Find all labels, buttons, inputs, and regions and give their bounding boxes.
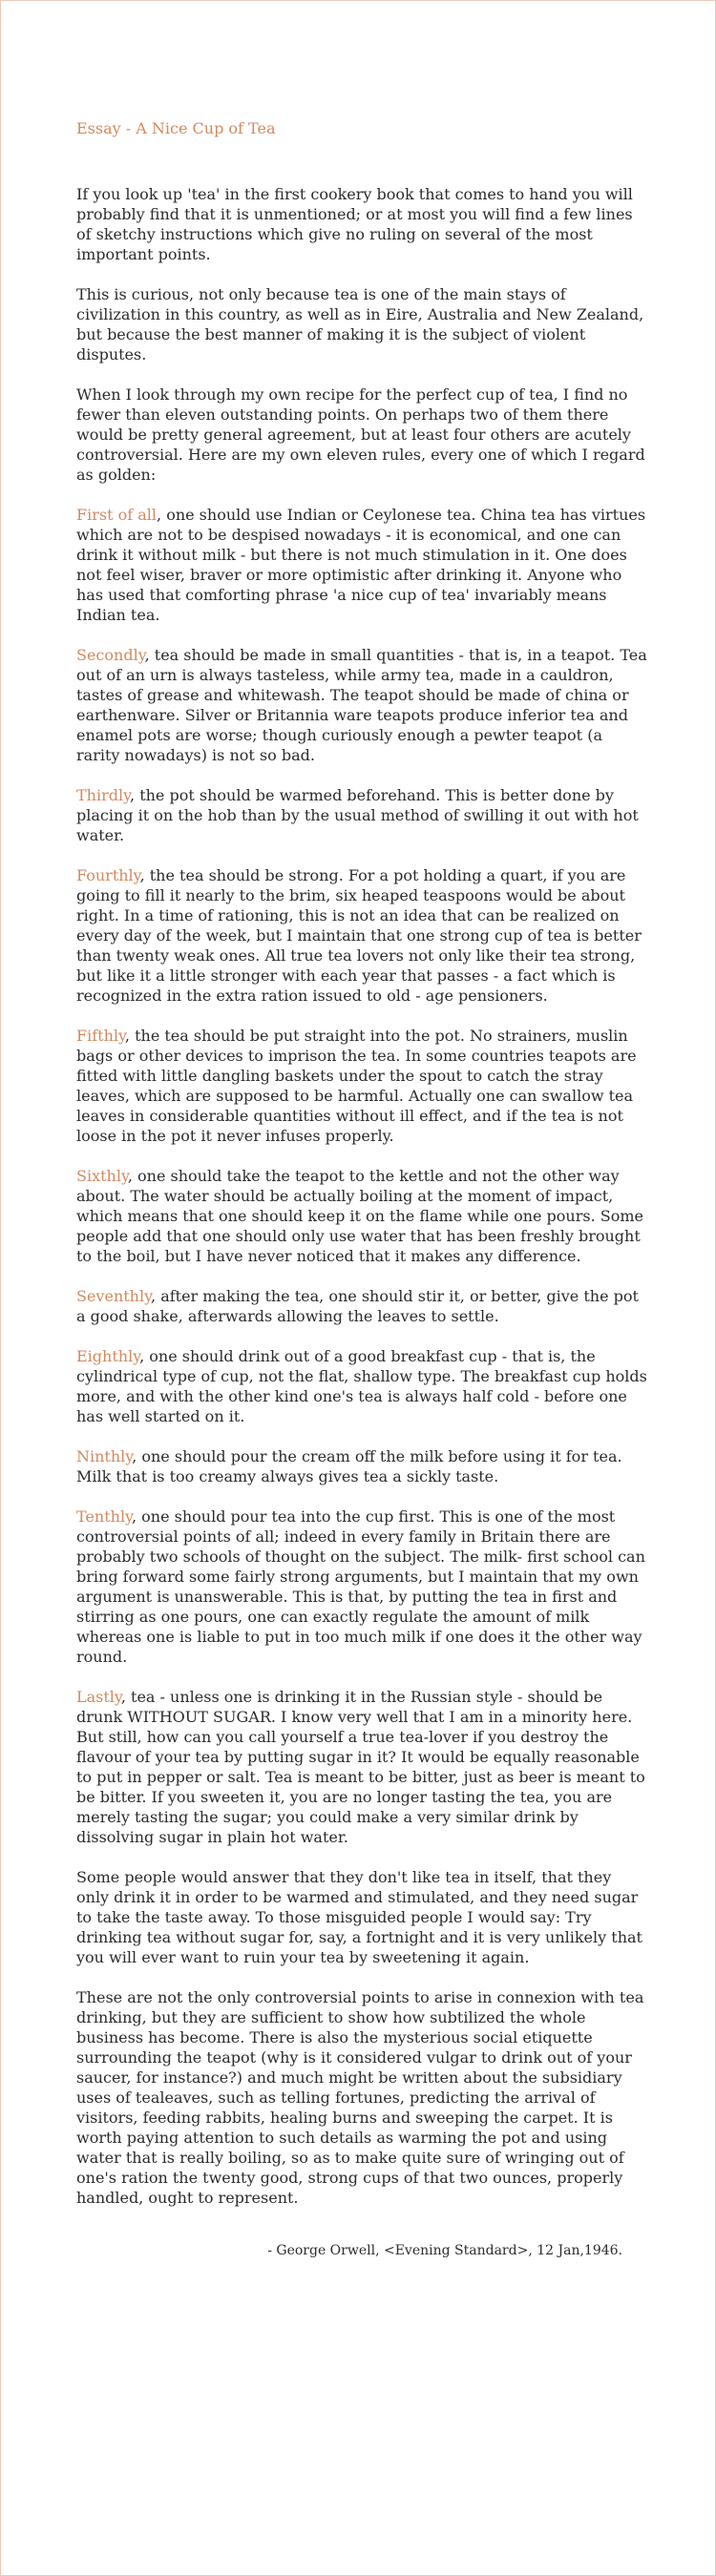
essay-title: Essay - A Nice Cup of Tea — [76, 119, 276, 137]
rule-lead: Seventhly — [76, 1287, 152, 1305]
rule-paragraph — [76, 785, 647, 845]
rule-paragraph — [76, 1026, 647, 1146]
rule-text: , tea - unless one is drinking it in the Russian style - should be drunk WITHOUT SUGAR. I know very well that I am in a minority here. But still, how can you call yourself a true tea-lover if you destroy the flavour of your tea by putting sugar in it? It would be equally reasonable to put in pepper or salt. Tea is meant to be bitter, just as beer is meant to be bitter. If you sweeten it, you are no longer tasting the tea, you are merely tasting the sugar; you could make a very similar drink by dissolving sugar in plain hot water. — [76, 1688, 645, 1846]
paragraph-text: These are not the only controversial points to arise in connexion with tea drinking, but they are sufficient to show how subtilized the whole business has become. There is also the mysterious social etiquette surrounding the teapot (why is it considered vulgar to drink out of your saucer, for instance?) and much might be written about the subsidiary uses of tealeaves, such as telling fortunes, predicting the arrival of visitors, feeding rabbits, healing burns and sweeping the carpet. It is worth paying attention to such details as warming the pot and using water that is really boiling, so as to make quite sure of wringing out of one's ration the twenty good, strong cups of that two ounces, properly handled, ought to represent. — [76, 1988, 644, 2207]
rule-lead: Ninthly — [76, 1447, 133, 1465]
rule-paragraph — [76, 1506, 647, 1667]
rule-lead: Fifthly — [76, 1027, 125, 1045]
paragraph-context — [76, 284, 647, 364]
paragraph-sugar-objection — [76, 1867, 647, 1967]
paragraph-eleven-rules — [76, 384, 647, 485]
rule-paragraph — [76, 865, 647, 1006]
rule-paragraph — [76, 1286, 647, 1326]
paragraph-conclusion — [76, 1987, 647, 2208]
rule-lead: Fourthly — [76, 866, 140, 884]
paragraph-text: If you look up 'tea' in the first cookery book that comes to hand you will probably find that it is unmentioned; or at most you will find a few lines of sketchy instructions which give no ruling on several of the most important points. — [76, 185, 633, 263]
rule-paragraph — [76, 645, 647, 765]
rule-text: , one should take the teapot to the kettle and not the other way about. The water should be actually boiling at the moment of impact, which means that one should keep it on the flame while one pours. Some people add that one should only use water that has been freshly brought to the boil, but I have never noticed that it makes any difference. — [76, 1167, 643, 1265]
rule-text: , one should pour tea into the cup first. This is one of the most controversial points of all; indeed in every family in Britain there are probably two schools of thought on the subject. The milk- first school can bring forward some fairly strong arguments, but I maintain that my own argument is unanswerable. This is that, by putting the tea in first and stirring as one pours, one can exactly regulate the amount of milk whereas one is liable to put in too much milk if one does it the other way round. — [76, 1507, 645, 1666]
rule-lead: Secondly — [76, 646, 145, 664]
rule-text: , one should use Indian or Ceylonese tea. China tea has virtues which are not to be despised nowadays - it is economical, and one can drink it without milk - but there is not much stimulation in it. One does not feel wiser, braver or more optimistic after drinking it. Anyone who has used that comforting phrase 'a nice cup of tea' invariably means Indian tea. — [76, 506, 646, 624]
rule-lead: Lastly — [76, 1688, 121, 1706]
rule-paragraph — [76, 1687, 647, 1847]
author-signature: - George Orwell, <Evening Standard>, 12 Jan,1946. — [267, 2243, 622, 2258]
rule-text: , tea should be made in small quantities - that is, in a teapot. Tea out of an urn is always tasteless, while army tea, made in a cauldron, tastes of grease and whitewash. The teapot should be made of china or earthenware. Silver or Britannia ware teapots produce inferior tea and enamel pots are worse; though curiously enough a pewter teapot (a rarity nowadays) is not so bad. — [76, 646, 647, 764]
rule-text: , the pot should be warmed beforehand. This is better done by placing it on the hob than by the usual method of swilling it out with hot water. — [76, 786, 639, 844]
rule-text: , the tea should be put straight into the pot. No strainers, muslin bags or other devices to imprison the tea. In some countries teapots are fitted with little dangling baskets under the spout to catch the stray leaves, which are supposed to be harmful. Actually one can swallow tea leaves in considerable quantities without ill effect, and if the tea is not loose in the pot it never infuses properly. — [76, 1027, 637, 1145]
rule-lead: Eighthly — [76, 1347, 140, 1365]
rule-text: , one should pour the cream off the milk before using it for tea. Milk that is too creamy always gives tea a sickly taste. — [76, 1447, 622, 1485]
paragraph-text: Some people would answer that they don't like tea in itself, that they only drink it in order to be warmed and stimulated, and they need sugar to take the taste away. To those misguided people I would say: Try drinking tea without sugar for, say, a fortnight and it is very unlikely that you will ever want to ruin your tea by sweetening it again. — [76, 1868, 642, 1966]
paragraph-intro — [76, 184, 647, 264]
rule-text: , one should drink out of a good breakfast cup - that is, the cylindrical type of cup, not the flat, shallow type. The breakfast cup holds more, and with the other kind one's tea is always half cold - before one has well started on it. — [76, 1347, 647, 1425]
rule-lead: First of all — [76, 506, 158, 524]
rule-paragraph — [76, 1446, 647, 1486]
rule-lead: Thirdly — [76, 786, 131, 804]
rule-paragraph — [76, 1166, 647, 1266]
rule-text: , the tea should be strong. For a pot holding a quart, if you are going to fill it nearly to the brim, six heaped teaspoons would be about right. In a time of rationing, this is not an idea that can be realized on every day of the week, but I maintain that one strong cup of tea is better than twenty weak ones. All true tea lovers not only like their tea strong, but like it a little stronger with each year that passes - a fact which is recognized in the extra ration issued to old - age pensioners. — [76, 866, 642, 1005]
rule-text: , after making the tea, one should stir it, or better, give the pot a good shake, afterwards allowing the leaves to settle. — [76, 1287, 639, 1325]
rule-lead: Tenthly — [76, 1507, 132, 1526]
paragraph-text: When I look through my own recipe for the perfect cup of tea, I find no fewer than eleven outstanding points. On perhaps two of them there would be pretty general agreement, but at least four others are acutely controversial. Here are my own eleven rules, every one of which I regard as golden: — [76, 385, 645, 484]
essay-body — [76, 118, 647, 2260]
rule-paragraph — [76, 505, 647, 625]
paragraph-text: This is curious, not only because tea is one of the main stays of civilization in this country, as well as in Eire, Australia and New Zealand, but because the best manner of making it is the subject of violent disputes. — [76, 285, 644, 364]
rule-lead: Sixthly — [76, 1167, 128, 1185]
rule-paragraph — [76, 1346, 647, 1426]
